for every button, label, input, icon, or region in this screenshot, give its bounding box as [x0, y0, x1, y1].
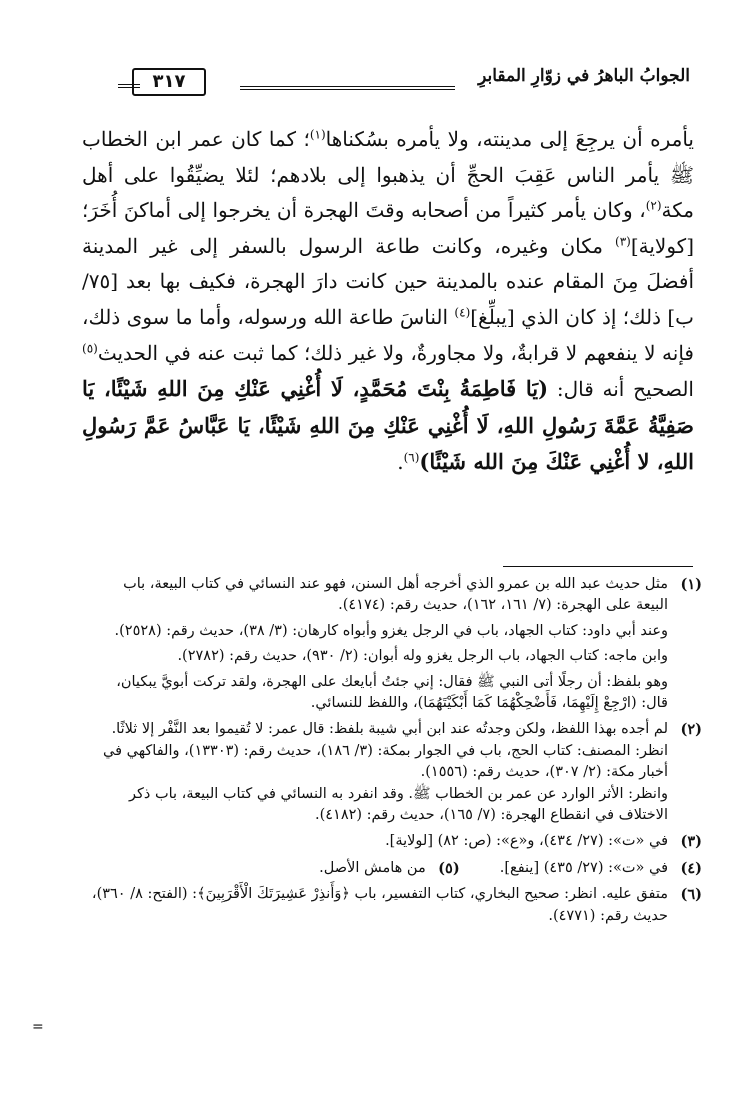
footnote-row [88, 858, 702, 879]
footnote-number: (١) [680, 576, 702, 593]
text-segment: الناسَ طاعة الله ورسوله، وأما ما سوى ذلك، فإنه لا ينفعهم لا قرابةٌ، ولا مجاورةٌ، ولا غير ذلك؛ كما ثبت عنه في الحديث [82, 304, 694, 365]
footnote-1 [88, 574, 702, 714]
main-paragraph [82, 122, 694, 481]
footnote-text: في «ت»: (٢٧/ ٤٣٤)، و«ع»: (ص: ٨٢) [لولاية]. [385, 833, 668, 850]
margin-mark: = [32, 1019, 44, 1035]
footnote-number: (٢) [680, 721, 702, 739]
text-segment: . [397, 450, 404, 475]
footnote-text: متفق عليه. انظر: صحيح البخاري، كتاب التفسير، باب ﴿وَأَنذِرْ عَشِيرَتَكَ الْأَقْرَبِينَ﴾: (الفتح: ٨/ ٣٦٠)، حديث رقم: (٤٧٧١). [91, 886, 668, 924]
text-segment: يأمره أن يرجِعَ إلى مدينته، ولا يأمره بسُكناها [325, 127, 694, 151]
text-segment: مكان وغيره، وكانت طاعة الرسول بالسفر إلى غير المدينة أفضلَ مِنَ المقام عنده بالمدينة حين كانت دارَ الهجرة، فكيف بها بعد [٧٥/ب] ذلك؛ إذ كان الذي [يبلِّغ] [82, 233, 695, 329]
main-text [82, 122, 694, 481]
book-title: الجوابُ الباهرُ في زوّارِ المقابرِ [478, 66, 690, 86]
header-rule [240, 86, 455, 90]
footnote-separator [503, 566, 693, 567]
footnote-text: وهو بلفظ: أن رجلًا أتى النبي ﷺ فقال: إني جئتُ أبايعك على الهجرة، ولقد تركت أبويَّ يبكيان، قال: (ارْجِعْ إِلَيْهِمَا، فَأَضْحِكْهُمَا كَمَا أَبْكَيْتَهُمَا)، واللفظ للنسائي. [116, 673, 668, 712]
text-segment: ؛ كما كان عمر ابن الخطاب ﷺ يأمر الناس عَقِبَ الحجِّ أن يذهبوا إلى بلادهم؛ لئلا يضيِّقُوا على أهل مكة [82, 127, 694, 223]
footnote-ref: (٤) [454, 305, 471, 320]
footnote-number: (٥) [438, 859, 460, 877]
page-header [90, 62, 690, 102]
text-segment: ، وكان يأمر كثيراً من أصحابه وقتَ الهجرة أن يخرجوا إلى أماكنَ أُخَرَ؛ [كولاية] [82, 198, 694, 258]
footnote-ref: (٢) [645, 198, 662, 213]
page-number-frame [118, 68, 228, 94]
footnote-2 [88, 719, 702, 826]
footnote-4 [500, 858, 702, 879]
footnote-number: (٦) [680, 886, 702, 904]
page-number: ٣١٧ [132, 68, 206, 96]
footnote-number: (٤) [680, 859, 702, 877]
footnote-3 [88, 831, 702, 852]
footnote-text: وعند أبي داود: كتاب الجهاد، باب في الرجل يغزو وأبواه كارهان: (٣/ ٣٨)، حديث رقم: (٢٥٢٨). [114, 622, 668, 639]
footnote-text: في «ت»: (٢٧/ ٤٣٥) [ينفع]. [499, 859, 668, 876]
footnote-5 [319, 858, 460, 879]
footnotes [88, 574, 702, 932]
footnote-ref: (٦) [403, 450, 420, 465]
header-rule-short [118, 84, 140, 88]
footnote-ref: (٥) [82, 340, 98, 355]
footnote-ref: (١) [309, 127, 326, 142]
footnote-text: لم أجده بهذا اللفظ، ولكن وجدتُه عند ابن أبي شيبة بلفظ: قال عمر: لا تُقيموا بعد النَّفْر إلا ثلاثًا. انظر: المصنف: كتاب الحج، باب في الجوار بمكة: (٣/ ١٨٦)، حديث رقم: (١٣٣٠٣)، والفاكهي في أخبار مكة: (٢/ ٣٠٧)، حديث رقم: (١٥٥٦). [103, 721, 668, 781]
footnote-number: (٣) [680, 833, 702, 851]
footnote-ref: (٣) [615, 234, 631, 249]
hadith-quote: (يَا فَاطِمَةُ بِنْتَ مُحَمَّدٍ، لَا أُغْنِي عَنْكِ مِنَ اللهِ شَيْئًا، يَا صَفِيَّةُ عَمَّةَ رَسُولِ اللهِ، لَا أُغْنِي عَنْكِ مِنَ اللهِ شَيْئًا، يَا عَبَّاسُ عَمَّ رَسُولِ اللهِ، لا أُغْنِي عَنْكَ مِنَ الله شَيْئًا) [82, 376, 694, 475]
footnote-text: مثل حديث عبد الله بن عمرو الذي أخرجه أهل السنن، فهو عند النسائي في كتاب البيعة، باب البيعة على الهجرة: (٧/ ١٦١، ١٦٢)، حديث رقم: (٤١٧٤). [123, 576, 668, 614]
footnote-text: وابن ماجه: كتاب الجهاد، باب الرجل يغزو وله أبوان: (٢/ ٩٣٠)، حديث رقم: (٢٧٨٢). [177, 648, 668, 665]
text-segment: الصحيح أنه قال: [548, 377, 694, 402]
footnote-6 [88, 884, 702, 927]
footnote-text: من هامش الأصل. [319, 859, 426, 876]
footnote-text: وانظر: الأثر الوارد عن عمر بن الخطاب ﷺ. وقد انفرد به النسائي في كتاب البيعة، باب ذكر الاختلاف في انقطاع الهجرة: (٧/ ١٦٥)، حديث رقم: (٤١٨٢). [128, 785, 668, 824]
